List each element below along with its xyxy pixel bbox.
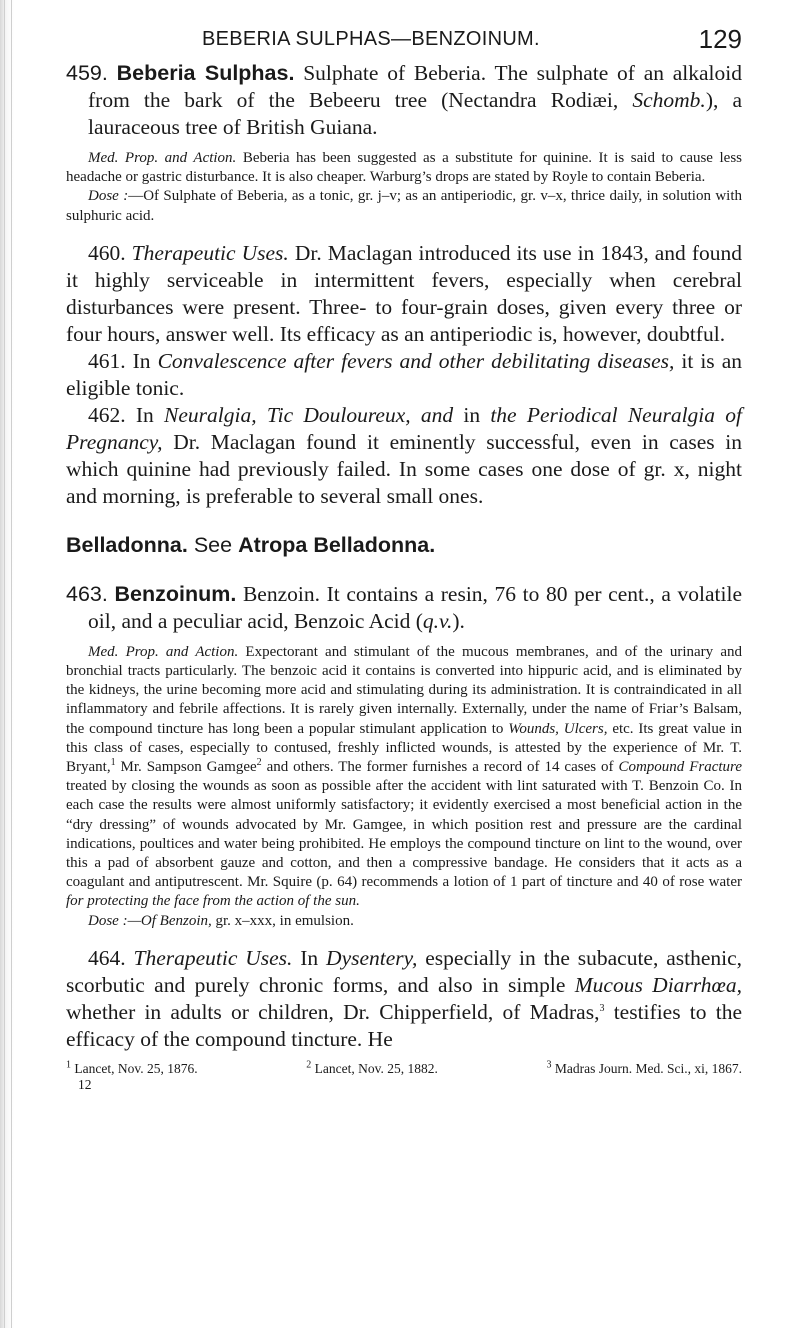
running-head xyxy=(66,22,742,56)
dose-459 xyxy=(66,187,742,225)
text: In xyxy=(292,945,327,970)
text: especially in the subacute, asthenic, scorbutic and purely chronic forms, and also in simple xyxy=(66,945,743,997)
text: Mr. Sampson Gamgee xyxy=(115,759,257,776)
entry-460 xyxy=(66,240,742,348)
entry-464 xyxy=(66,945,742,1053)
text: it is an eligible tonic. xyxy=(66,348,742,400)
label: Therapeutic Uses. xyxy=(133,945,293,970)
text: See xyxy=(187,532,239,557)
italic: the Periodical Neuralgia of Pregnancy, xyxy=(66,402,742,454)
signature-mark: 12 xyxy=(78,1076,92,1092)
label: Med. Prop. and Action. xyxy=(88,643,239,660)
italic: Wounds, Ulcers, xyxy=(508,720,608,737)
text: testifies to the efficacy of the compound tincture. He xyxy=(66,999,742,1051)
italic: Compound Fracture xyxy=(618,759,742,776)
entry-number: 462. xyxy=(88,402,126,427)
text: Beberia has been suggested as a substitute for quinine. It is said to cause less headache or gastric disturbance. It is also cheaper. Warburg’s drops are stated by Royle to contain Beberia. xyxy=(66,150,742,186)
page-edge-line xyxy=(11,0,12,1328)
entry-462 xyxy=(66,402,742,510)
text: and others. The former furnishes a record of 14 cases of xyxy=(261,759,619,776)
entry-463 xyxy=(66,581,742,635)
entry-number: 463. xyxy=(66,581,108,606)
cross-reference: Atropa Belladonna. xyxy=(238,532,436,557)
entry-number: 461. xyxy=(88,348,126,373)
entry-461 xyxy=(66,348,742,402)
footnote-mark: 1 xyxy=(66,1059,71,1071)
entry-text: Sulphate of Beberia. The sulphate of an alkaloid from the bark of the Bebeeru tree (Nectandra Rodiæi, xyxy=(88,61,742,112)
footnote xyxy=(66,1061,198,1077)
med-prop-463 xyxy=(66,643,742,912)
italic: Mucous Diarrhœa, xyxy=(574,972,742,997)
entry-title: Belladonna. xyxy=(66,532,188,557)
footnote-ref: 1 xyxy=(110,757,116,769)
footnote-text: Madras Journ. Med. Sci., xi, 1867. xyxy=(551,1060,742,1076)
text: treated by closing the wounds as soon as possible after the accident with lint saturated with T. Benzoin Co. In each case the results were almost uniformly satisfactory; it evidently exercised a most beneficial action in the “dry dressing” of wounds advocated by Mr. Gamgee, in which position rest and pressure are the cardinal indications, poultices and water being prohibited. He employs the compound tincture on lint to the wound, over this a pad of absorbent gauze and cotton, and then a compressive bandage. He considers that it acts as a coagulant and antiputrescent. Mr. Squire (p. 64) recommends a lotion of 1 part of tincture and 40 of rose water xyxy=(66,778,742,891)
running-title: BEBERIA SULPHAS—BENZOINUM. xyxy=(202,28,540,50)
text: Dr. Maclagan introduced its use in 1843, and found it highly serviceable in intermittent fevers, especially when cerebral disturbances were present. Three- to four-grain doses, given every three or four hours, answer well. Its efficacy as an antiperiodic is, however, doubtful. xyxy=(66,240,743,346)
label: Dose : xyxy=(88,188,129,205)
book-page xyxy=(66,22,742,1093)
text: —Of Sulphate of Beberia, as a tonic, gr. j–v; as an antiperiodic, gr. v–x, thrice daily, in solution with sulphuric acid. xyxy=(66,188,743,224)
entry-number: 459. xyxy=(66,61,108,85)
label: Therapeutic Uses. xyxy=(131,240,289,265)
footnote-mark: 2 xyxy=(306,1059,312,1071)
entry-title: Benzoinum. xyxy=(114,581,237,606)
label: Med. Prop. and Action. xyxy=(88,150,237,166)
page-edge-line xyxy=(4,0,5,1328)
entry-459 xyxy=(66,60,742,141)
text: gr. x–xxx, in emulsion. xyxy=(211,912,354,929)
entry-text-end: ), a lauraceous tree of British Guiana. xyxy=(88,88,743,139)
entry-number: 464. xyxy=(88,945,126,970)
footnote-text: Lancet, Nov. 25, 1882. xyxy=(311,1060,438,1076)
label: Dose : xyxy=(88,912,128,929)
footnote-ref: 3 xyxy=(599,1002,605,1014)
text: In xyxy=(125,402,165,427)
page-number: 129 xyxy=(698,24,742,54)
italic: for protecting the face from the action of the sun. xyxy=(66,893,360,910)
footnote xyxy=(547,1061,742,1077)
text: etc. Its great value in this class of cases, especially to contused, freshly inflicted wounds, is attested by the experience of Mr. T. Bryant, xyxy=(66,720,742,776)
entry-number: 460. xyxy=(88,240,126,265)
text: In xyxy=(125,348,158,373)
footnote-ref: 2 xyxy=(256,757,262,769)
footnote-text: Lancet, Nov. 25, 1876. xyxy=(71,1060,198,1076)
entry-italic: Schomb. xyxy=(632,88,706,112)
text: in xyxy=(453,402,491,427)
footnotes xyxy=(66,1061,742,1077)
text: Dr. Maclagan found it eminently successful, even in cases in which quinine had previously failed. In some cases one dose of gr. x, night and morning, is preferable to several small ones. xyxy=(66,429,742,508)
text: ). xyxy=(452,608,465,633)
text: whether in adults or children, Dr. Chipperfield, of Madras, xyxy=(66,999,600,1024)
text: Expectorant and stimulant of the mucous membranes, and of the urinary and bronchial tracts particularly. The benzoic acid it contains is converted into hippuric acid, and is eliminated by the kidneys, the urine becoming more acid and stimulating during its administration. It is contraindicated in all inflammatory and febrile affections. It is rarely given internally. Externally, under the name of Friar’s Balsam, the compound tincture has long been a popular stimulant application to xyxy=(66,643,743,737)
entry-belladonna xyxy=(66,532,742,559)
footnote xyxy=(306,1061,438,1077)
med-prop-459 xyxy=(66,149,742,187)
italic: q.v. xyxy=(422,608,453,633)
entry-title: Beberia Sulphas. xyxy=(116,61,295,85)
dose-463 xyxy=(66,912,742,931)
italic: Dysentery, xyxy=(326,945,418,970)
italic: Neuralgia, Tic Douloureux, and xyxy=(164,402,454,427)
page-edge xyxy=(0,0,18,1328)
italic: —Of Benzoin, xyxy=(127,912,212,929)
italic: Convalescence after fevers and other debilitating diseases, xyxy=(157,348,675,373)
footnote-mark: 3 xyxy=(546,1059,552,1071)
text: Benzoin. It contains a resin, 76 to 80 per cent., a volatile oil, and a peculiar acid, Benzoic Acid ( xyxy=(88,581,743,633)
